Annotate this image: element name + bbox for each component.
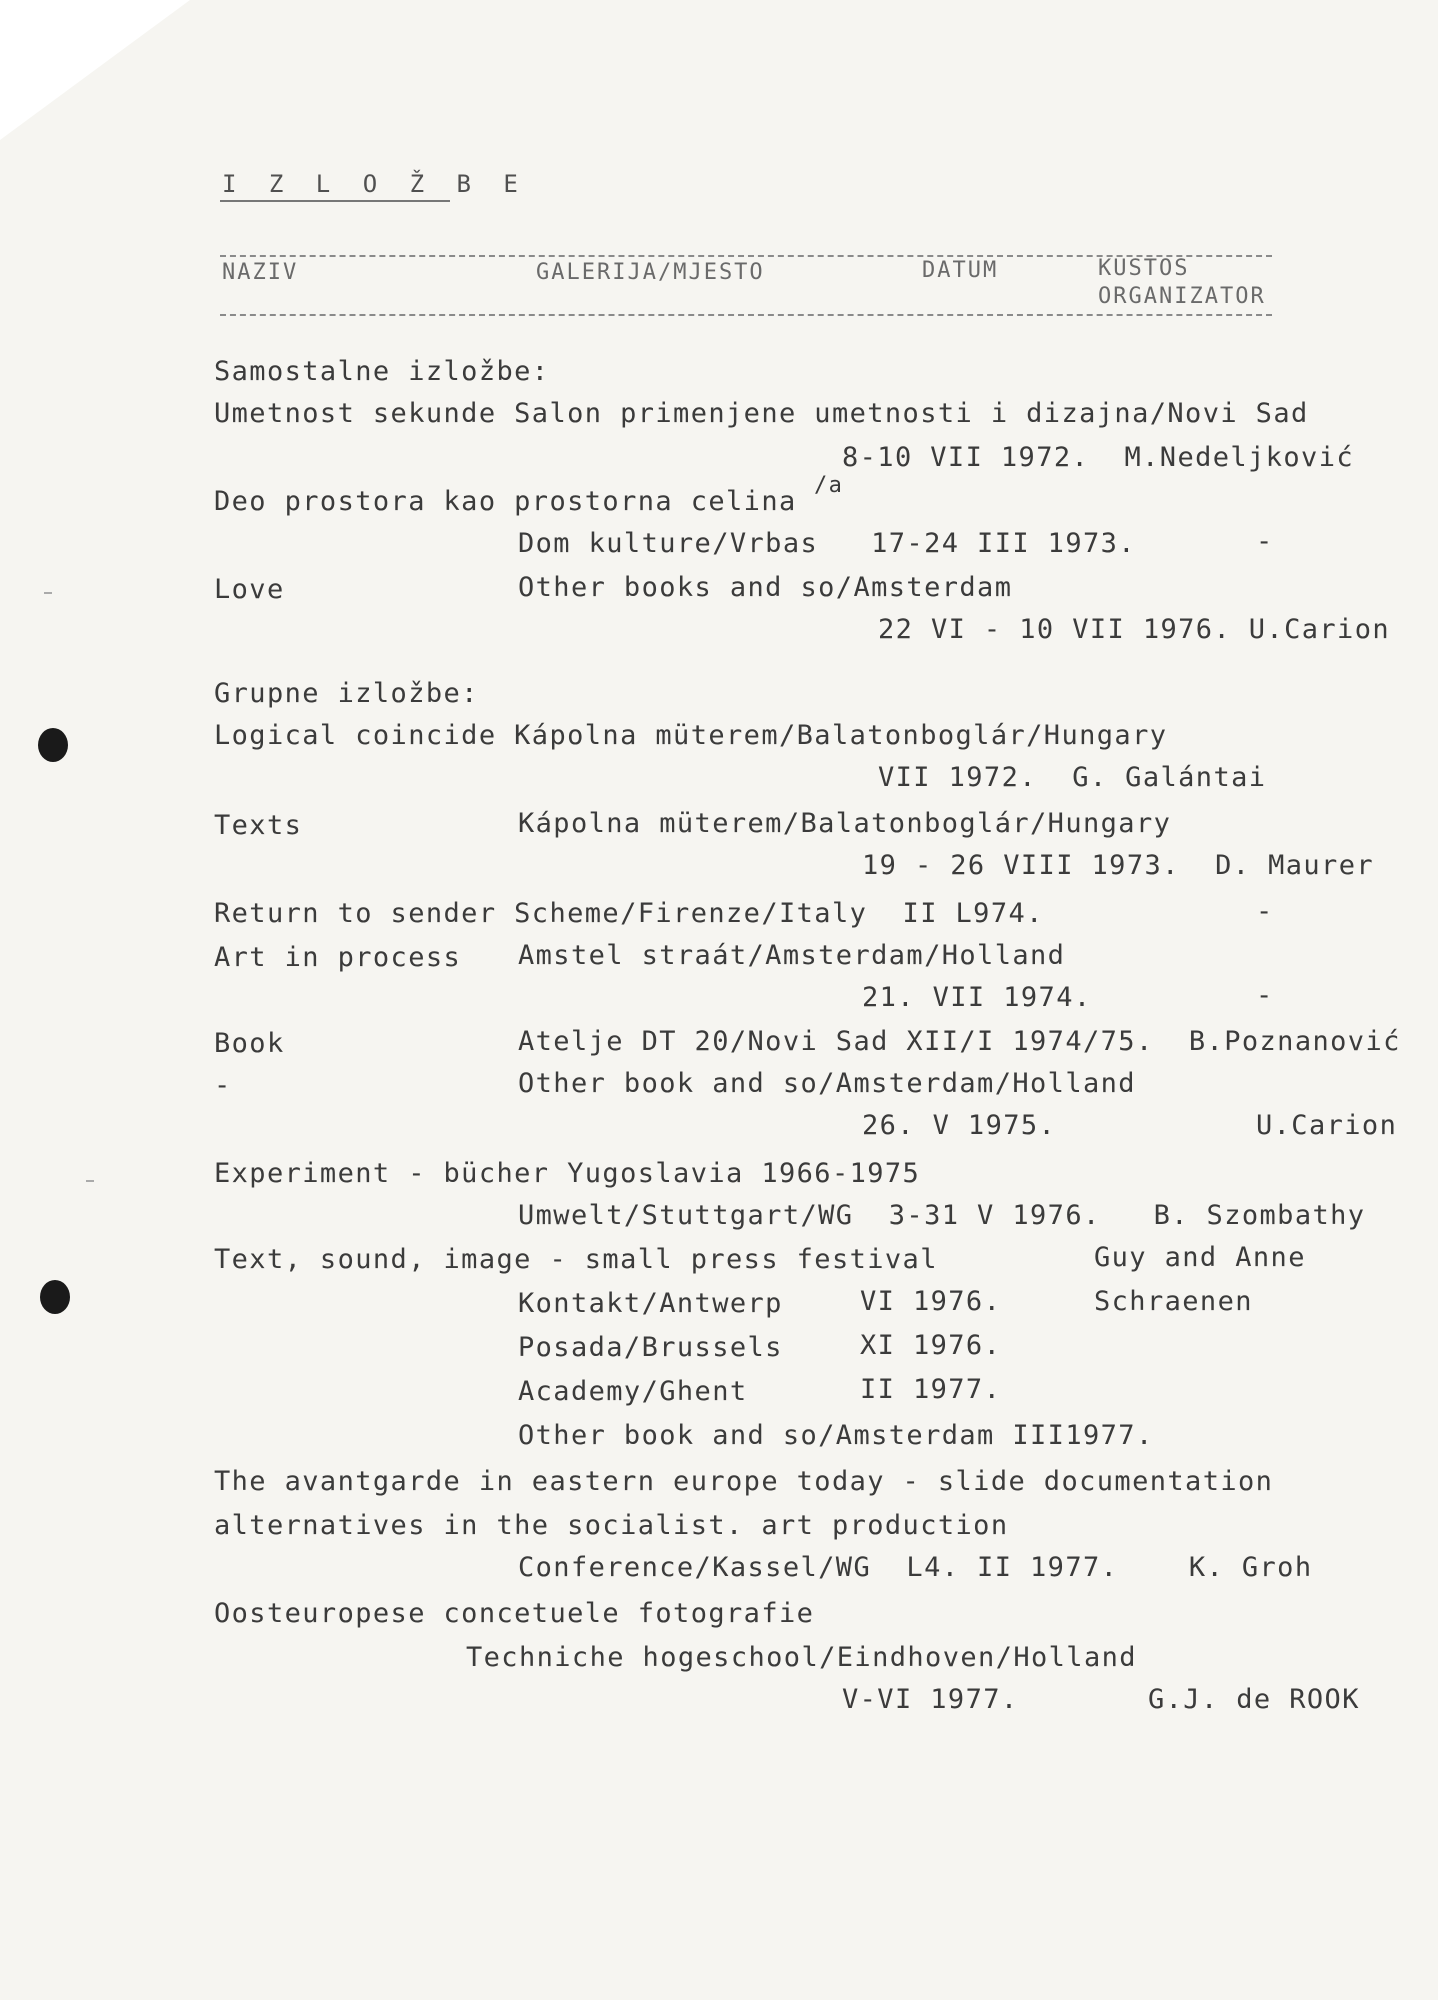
- punch-hole-top: [38, 728, 68, 762]
- section-grupne: Grupne izložbe:: [214, 678, 479, 709]
- entry-date-curator: 8-10 VII 1972. M.Nedeljković: [842, 442, 1355, 473]
- entry-date: II 1977.: [860, 1374, 1002, 1405]
- entry-curator: G.J. de ROOK: [1148, 1684, 1360, 1715]
- entry-venue: Other book and so/Amsterdam/Holland: [518, 1068, 1136, 1099]
- entry-title: alternatives in the socialist. art production: [214, 1510, 1009, 1541]
- entry-title: The avantgarde in eastern europe today - slide documentation: [214, 1466, 1274, 1497]
- entry-venue: Kápolna müterem/Balatonboglár/Hungary: [518, 808, 1172, 839]
- entry-title: Book: [214, 1028, 285, 1059]
- entry-line: Atelje DT 20/Novi Sad XII/I 1974/75. B.Poznanović: [518, 1026, 1401, 1057]
- entry-venue: Kontakt/Antwerp: [518, 1288, 783, 1319]
- entry-title: Oosteuropese concetuele fotografie: [214, 1598, 815, 1629]
- entry-line: Deo prostora kao prostorna celina: [214, 486, 797, 517]
- header-naziv: NAZIV: [222, 260, 299, 285]
- entry-line: Return to sender Scheme/Firenze/Italy II L974.: [214, 898, 1044, 929]
- entry-venue: Amstel straát/Amsterdam/Holland: [518, 940, 1066, 971]
- header-rule-bottom: [220, 314, 1272, 316]
- entry-date: 26. V 1975.: [862, 1110, 1057, 1141]
- empty-curator-dash: -: [1256, 980, 1273, 1011]
- entry-title-dash: -: [214, 1070, 232, 1101]
- folded-corner: [0, 0, 190, 140]
- entry-date: VI 1976.: [860, 1286, 1002, 1317]
- entry-title: Love: [214, 574, 285, 605]
- empty-curator-dash: -: [1256, 526, 1273, 557]
- entry-date-curator: 19 - 26 VIII 1973. D. Maurer: [862, 850, 1375, 881]
- entry-curator: U.Carion: [1256, 1110, 1398, 1141]
- entry-line: Logical coincide Kápolna müterem/Balatonboglár/Hungary: [214, 720, 1168, 751]
- entry-date: V-VI 1977.: [842, 1684, 1019, 1715]
- entry-venue: Other books and so/Amsterdam: [518, 572, 1013, 603]
- section-samostalne: Samostalne izložbe:: [214, 356, 550, 387]
- punch-hole-bottom: [40, 1280, 70, 1314]
- entry-line: Umetnost sekunde Salon primenjene umetnosti i dizajna/Novi Sad: [214, 398, 1309, 429]
- entry-date-curator: 22 VI - 10 VII 1976. U.Carion: [878, 614, 1391, 645]
- margin-mark: [86, 1180, 94, 1182]
- entry-curator: Guy and Anne: [1094, 1242, 1306, 1273]
- header-kustos: KUSTOS: [1098, 256, 1190, 281]
- entry-venue: Posada/Brussels: [518, 1332, 783, 1363]
- entry-title: Text, sound, image - small press festival: [214, 1244, 938, 1275]
- entry-title: Texts: [214, 810, 303, 841]
- entry-venue: Academy/Ghent: [518, 1376, 748, 1407]
- empty-curator-dash: -: [1256, 896, 1273, 927]
- header-organizator: ORGANIZATOR: [1098, 284, 1266, 309]
- entry-date: 21. VII 1974.: [862, 982, 1092, 1013]
- entry-date: XI 1976.: [860, 1330, 1002, 1361]
- handwritten-correction: /a: [814, 473, 844, 498]
- entry-date-curator: VII 1972. G. Galántai: [878, 762, 1267, 793]
- entry-line: Dom kulture/Vrbas 17-24 III 1973.: [518, 528, 1136, 559]
- entry-title: Experiment - bücher Yugoslavia 1966-1975: [214, 1158, 921, 1189]
- header-galerija: GALERIJA/MJESTO: [536, 260, 765, 285]
- page-title: I Z L O Ž B E: [222, 170, 527, 198]
- margin-mark: [44, 592, 52, 594]
- title-underline: [220, 200, 450, 202]
- entry-line: Umwelt/Stuttgart/WG 3-31 V 1976. B. Szombathy: [518, 1200, 1366, 1231]
- entry-curator: Schraenen: [1094, 1286, 1253, 1317]
- entry-venue: Techniche hogeschool/Eindhoven/Holland: [466, 1642, 1137, 1673]
- header-datum: DATUM: [922, 258, 999, 283]
- entry-line: Conference/Kassel/WG L4. II 1977. K. Groh: [518, 1552, 1313, 1583]
- entry-title: Art in process: [214, 942, 462, 973]
- entry-line: Other book and so/Amsterdam III1977.: [518, 1420, 1154, 1451]
